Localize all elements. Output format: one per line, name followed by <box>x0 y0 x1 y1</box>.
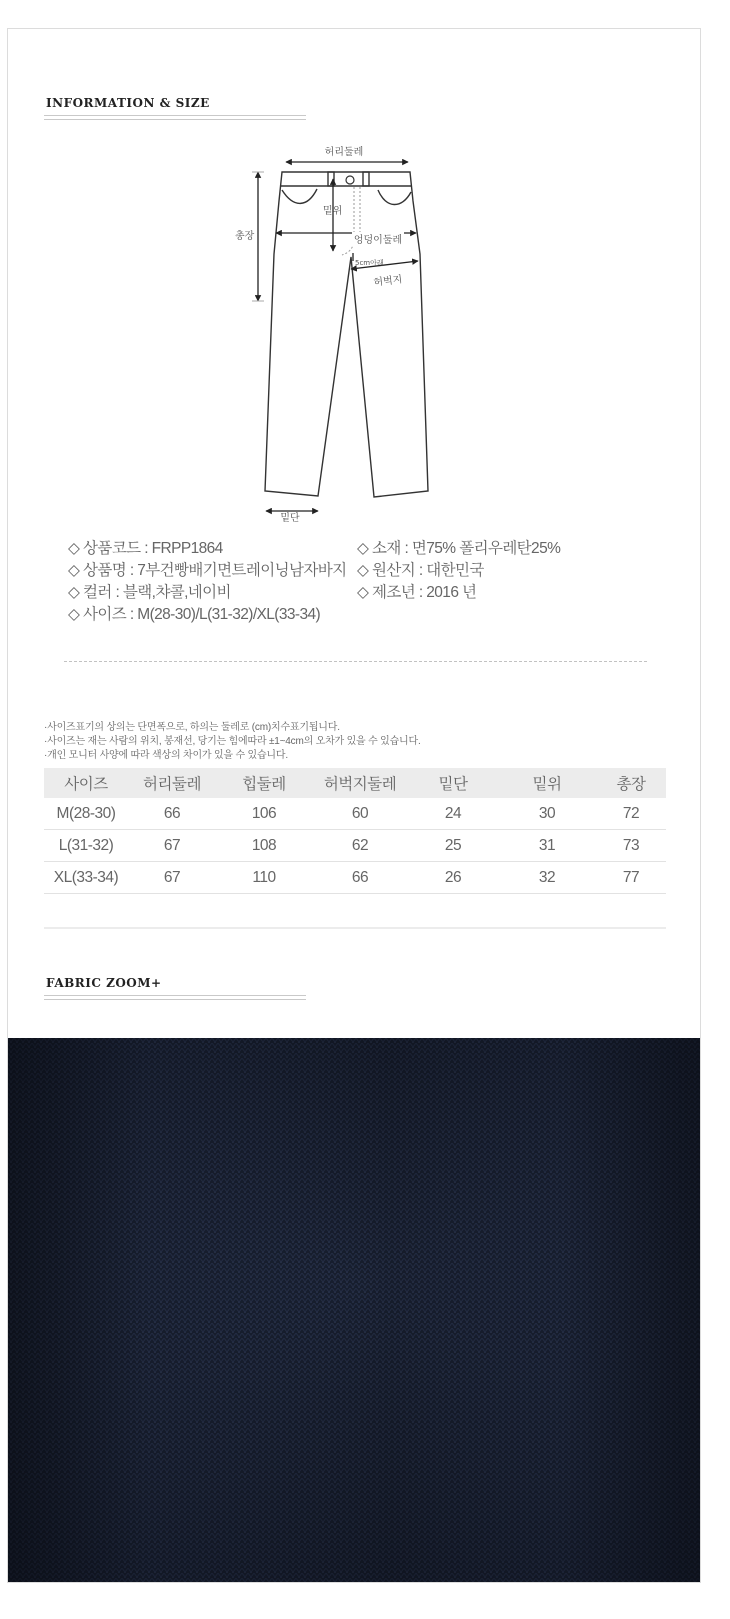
dashed-divider <box>64 661 647 662</box>
knit-texture <box>8 1038 701 1583</box>
label-thigh: 허벅지 <box>373 274 404 289</box>
product-year: ◇ 제조년 : 2016 년 <box>357 584 477 601</box>
table-cell: 32 <box>498 862 596 894</box>
table-cell: 108 <box>216 830 312 862</box>
header-thigh: 허벅지둘레 <box>312 768 408 798</box>
pants-measurement-diagram <box>8 29 701 549</box>
pants-outline <box>265 172 428 497</box>
table-cell: 106 <box>216 798 312 830</box>
table-cell: 26 <box>408 862 498 894</box>
table-cell: 77 <box>596 862 666 894</box>
product-color: ◇ 컬러 : 블랙,챠콜,네이비 <box>68 584 231 601</box>
header-size: 사이즈 <box>44 768 128 798</box>
header-length: 총장 <box>596 768 666 798</box>
table-cell: 25 <box>408 830 498 862</box>
size-table-header <box>44 768 666 798</box>
table-cell: 73 <box>596 830 666 862</box>
fabric-zoom-image <box>8 1038 701 1583</box>
label-thigh-offset: 5cm아래 <box>355 259 384 267</box>
button-icon <box>346 176 354 184</box>
header-rise: 밑위 <box>498 768 596 798</box>
table-cell: M(28-30) <box>44 798 128 830</box>
product-material: ◇ 소재 : 면75% 폴리우레탄25% <box>357 540 561 557</box>
label-hem: 밑단 <box>280 513 300 524</box>
table-cell: 31 <box>498 830 596 862</box>
table-row <box>44 798 666 830</box>
table-cell: XL(33-34) <box>44 862 128 894</box>
product-code: ◇ 상품코드 : FRPP1864 <box>68 540 223 557</box>
table-cell: 24 <box>408 798 498 830</box>
table-cell: 110 <box>216 862 312 894</box>
header-waist: 허리둘레 <box>128 768 216 798</box>
product-origin: ◇ 원산지 : 대한민국 <box>357 562 484 579</box>
table-row <box>44 862 666 894</box>
table-cell: 60 <box>312 798 408 830</box>
table-cell: 30 <box>498 798 596 830</box>
product-name: ◇ 상품명 : 7부건빵배기면트레이닝남자바지 <box>68 562 347 579</box>
table-row <box>44 830 666 862</box>
size-note: ·개인 모니터 사양에 따라 색상의 차이가 있을 수 있습니다. <box>44 750 288 761</box>
table-cell: 72 <box>596 798 666 830</box>
table-end-rule <box>44 927 666 929</box>
label-total-length: 총장 <box>235 231 255 242</box>
label-waist: 허리둘레 <box>324 147 364 158</box>
table-cell: 66 <box>128 798 216 830</box>
table-cell: L(31-32) <box>44 830 128 862</box>
label-rise: 밑위 <box>323 206 343 217</box>
product-detail-frame <box>7 28 701 1583</box>
table-cell: 66 <box>312 862 408 894</box>
header-hip: 힙둘레 <box>216 768 312 798</box>
fabric-zoom-title: FABRIC ZOOM+ <box>46 976 162 990</box>
size-table <box>44 768 666 894</box>
table-cell: 62 <box>312 830 408 862</box>
info-size-title: INFORMATION & SIZE <box>46 96 210 110</box>
header-hem: 밑단 <box>408 768 498 798</box>
size-note: ·사이즈는 재는 사람의 위치, 봉재선, 당기는 힘에따라 ±1~4cm의 오차가 있을 수 있습니다. <box>44 736 421 747</box>
label-hip: 엉덩이둘레 <box>353 235 403 246</box>
product-sizes: ◇ 사이즈 : M(28-30)/L(31-32)/XL(33-34) <box>68 606 321 623</box>
fabric-zoom-title-rule <box>44 995 306 1000</box>
table-cell: 67 <box>128 862 216 894</box>
size-note: ·사이즈표기의 상의는 단면폭으로, 하의는 둘레로 (cm)치수표기됩니다. <box>44 722 340 733</box>
table-cell: 67 <box>128 830 216 862</box>
